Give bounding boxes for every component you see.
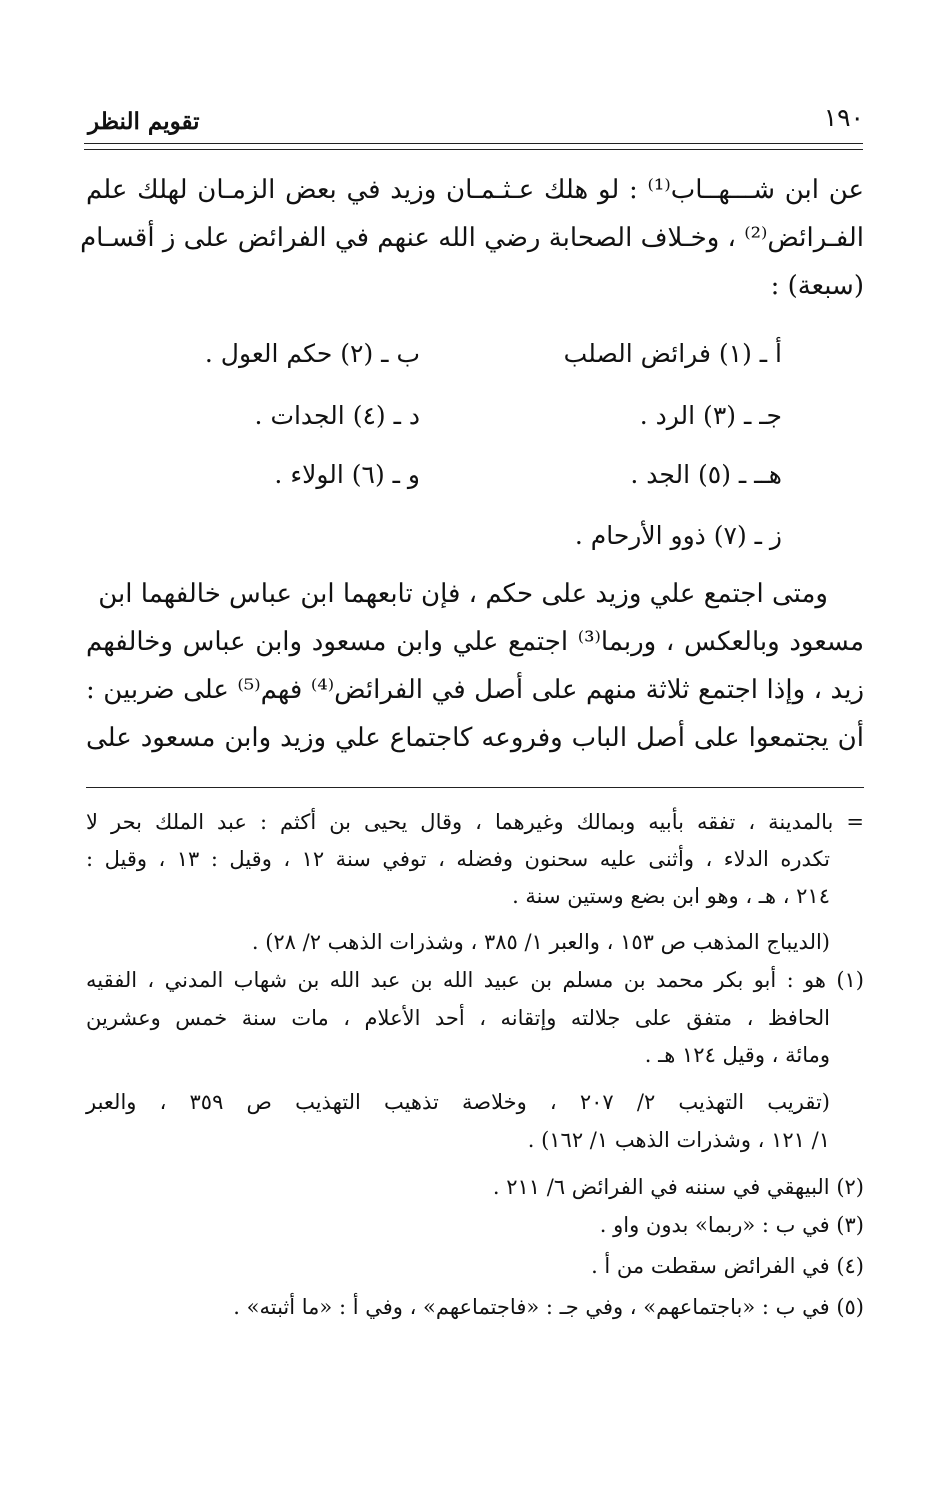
running-title: تقويم النظر bbox=[88, 108, 200, 135]
footnote-line: الحافظ ، متفق على جلالته وإتقانه ، أحد الأعلام ، مات سنة خمس وعشرين bbox=[86, 1006, 830, 1030]
body-line: (سبعة) : bbox=[770, 271, 864, 301]
footnote-line: ١/ ١٢١ ، وشذرات الذهب ١/ ١٦٢) . bbox=[527, 1128, 830, 1152]
footnote-line: (٥) في ب : «باجتماعهم» ، وفي جـ : «فاجتماعهم» ، وفي أ : «ما أثبته» . bbox=[233, 1295, 864, 1319]
footnote-line: (تقريب التهذيب ٢/ ٢٠٧ ، وخلاصة تذهيب التهذيب ص ٣٥٩ ، والعبر bbox=[86, 1090, 830, 1114]
body-line: زيد ، وإذا اجتمع ثلاثة منهم على أصل في الفرائض⁽⁴⁾ فهم⁽⁵⁾ على ضربين : bbox=[86, 675, 864, 705]
footnote-line: (٣) في ب : «ربما» بدون واو . bbox=[599, 1213, 864, 1237]
body-line: عن ابن شـــهــاب⁽¹⁾ : لو هلك عـثـمـان وزيد في بعض الزمـان لهلك علم bbox=[86, 175, 864, 205]
list-item: هــ ـ (٥) الجد . bbox=[630, 460, 782, 489]
header-rule-top bbox=[84, 143, 863, 144]
page-number: ١٩٠ bbox=[823, 103, 864, 132]
footnote-line: (٤) في الفرائض سقطت من أ . bbox=[591, 1254, 864, 1278]
body-line: أن يجتمعوا على أصل الباب وفروعه كاجتماع علي وزيد وابن مسعود على bbox=[86, 723, 864, 753]
body-line: الفـرائض⁽²⁾ ، وخـلاف الصحابة رضي الله عنهم في الفرائض على ز أقسـام bbox=[80, 223, 864, 253]
footnote-line: (الديباج المذهب ص ١٥٣ ، والعبر ١/ ٣٨٥ ، وشذرات الذهب ٢/ ٢٨) . bbox=[251, 930, 830, 954]
body-line: مسعود وبالعكس ، وربما⁽³⁾ اجتمع علي وابن مسعود وابن عباس وخالفهم bbox=[86, 627, 864, 657]
body-line: ومتى اجتمع علي وزيد على حكم ، فإن تابعهما ابن عباس خالفهما ابن bbox=[98, 579, 828, 609]
footnote-line: (٢) البيهقي في سننه في الفرائض ٦/ ٢١١ . bbox=[492, 1175, 864, 1199]
footnote-line: ٢١٤ ، هـ ، وهو ابن بضع وستين سنة . bbox=[512, 884, 830, 908]
footnote-line: = بالمدينة ، تفقه بأبيه وبمالك وغيرهما ، وقال يحيى بن أكثم : عبد الملك بحر لا bbox=[86, 810, 864, 834]
list-item: جـ ـ (٣) الرد . bbox=[639, 401, 782, 430]
footnote-line: ومائة ، وقيل ١٢٤ هـ . bbox=[644, 1043, 830, 1067]
list-item: ب ـ (٢) حكم العول . bbox=[204, 339, 420, 368]
list-item: و ـ (٦) الولاء . bbox=[274, 460, 420, 489]
footnote-separator bbox=[86, 787, 864, 788]
list-item: ز ـ (٧) ذوو الأرحام . bbox=[574, 521, 782, 550]
header-rule-bottom bbox=[84, 149, 863, 150]
footnote-line: تكدره الدلاء ، وأثنى عليه سحنون وفضله ، توفي سنة ١٢ ، وقيل : ١٣ ، وقيل : bbox=[86, 847, 830, 871]
list-item: د ـ (٤) الجدات . bbox=[254, 401, 420, 430]
list-item: أ ـ (١) فرائض الصلب bbox=[563, 339, 782, 368]
footnote-line: (١) هو : أبو بكر محمد بن مسلم بن عبيد الله بن عبد الله بن شهاب المدني ، الفقيه bbox=[86, 968, 864, 992]
